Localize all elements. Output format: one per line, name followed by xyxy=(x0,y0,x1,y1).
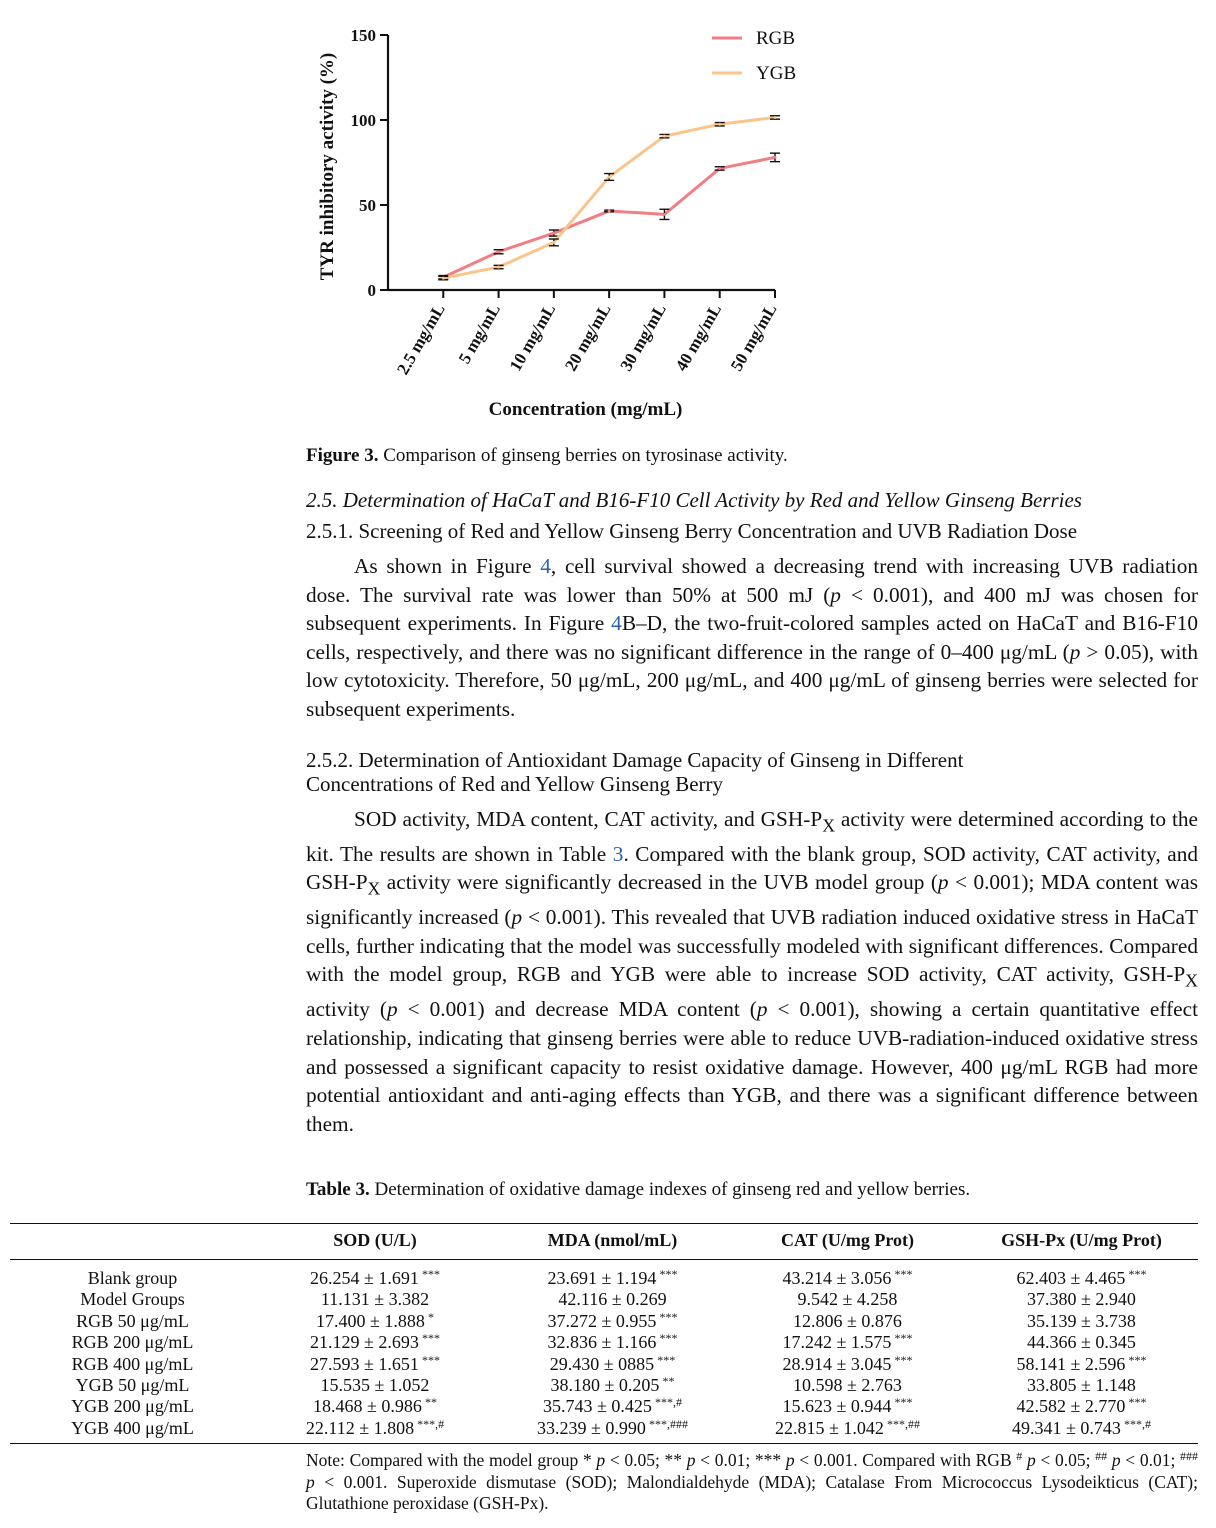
significance-mark: *** xyxy=(891,1331,913,1346)
series-rgb xyxy=(438,153,780,279)
y-tick-label: 0 xyxy=(367,281,376,300)
p-symbol: p xyxy=(306,1471,315,1492)
text-run: activity were significantly decreased in the UVB model group ( xyxy=(380,870,938,895)
tyrosinase-line-chart xyxy=(300,10,860,430)
significance-mark: ***,## xyxy=(883,1416,920,1431)
text-run: < 0.001). This revealed that UVB radiation induced oxidative stress in HaCaT cells, further indicating that the model was successfully modeled with significant differences. Compared with the model group, RGB and YGB were able to increase SOD activity, CAT activity, GSH-P xyxy=(306,905,1199,987)
table-caption-text: Determination of oxidative damage indexes of ginseng red and yellow berries. xyxy=(369,1179,971,1200)
hash-mark: # xyxy=(1016,1449,1023,1463)
p-symbol: p xyxy=(937,870,949,895)
value-text: 44.366 ± 0.345 xyxy=(1027,1332,1136,1353)
text-run: activity were determined according to the kit. The results are shown in Table xyxy=(306,807,1198,866)
significance-mark: ***,# xyxy=(414,1416,445,1431)
value-text: 26.254 ± 1.691 xyxy=(310,1268,419,1288)
significance-mark: *** xyxy=(891,1395,913,1410)
chart-legend xyxy=(712,28,796,84)
group-cell: RGB 400 μg/mL xyxy=(71,1353,194,1374)
value-text: 58.141 ± 2.596 xyxy=(1016,1353,1126,1374)
table-caption xyxy=(306,1178,970,1202)
table-row xyxy=(10,1311,1198,1332)
value-cell xyxy=(730,1332,965,1353)
value-cell xyxy=(255,1375,495,1396)
value-text: 38.180 ± 0.205 xyxy=(550,1375,660,1396)
value-cell xyxy=(730,1396,965,1417)
figure-4-link[interactable]: 4 xyxy=(611,611,622,636)
table-row xyxy=(10,1418,1198,1444)
significance-mark: *** xyxy=(418,1331,440,1346)
value-cell xyxy=(965,1289,1198,1310)
data-point xyxy=(774,156,777,159)
value-cell xyxy=(255,1354,495,1375)
value-cell xyxy=(255,1311,495,1332)
header-cell: CAT (U/mg Prot) xyxy=(730,1224,965,1260)
value-cell xyxy=(965,1375,1198,1396)
value-text: 35.743 ± 0.425 xyxy=(543,1396,652,1417)
group-cell: RGB 200 μg/mL xyxy=(71,1332,194,1353)
value-cell xyxy=(965,1354,1198,1375)
group-cell: Blank group xyxy=(87,1268,178,1288)
legend-label-rgb: RGB xyxy=(756,28,796,49)
value-cell xyxy=(495,1354,730,1375)
table-row xyxy=(10,1289,1198,1310)
value-cell xyxy=(965,1260,1198,1290)
significance-mark: *** xyxy=(1125,1352,1147,1367)
text-run: > 0.05), with low cytotoxicity. Therefore, 50 μg/mL, 200 μg/mL, and 400 μg/mL of ginseng berries were selected for subsequent experiments. xyxy=(306,639,1198,721)
significance-mark: *** xyxy=(418,1267,440,1281)
group-cell: RGB 50 μg/mL xyxy=(76,1310,189,1331)
figure-caption-label: Figure 3. xyxy=(306,445,379,466)
value-text: 17.242 ± 1.575 xyxy=(782,1332,892,1353)
x-tick-label: 5 mg/mL xyxy=(454,300,505,367)
value-cell xyxy=(255,1289,495,1310)
value-cell xyxy=(730,1289,965,1310)
data-point xyxy=(552,232,555,235)
value-cell xyxy=(255,1260,495,1290)
significance-mark: *** xyxy=(656,1309,678,1324)
header-cell: GSH-Px (U/mg Prot) xyxy=(965,1224,1198,1260)
p-symbol: p xyxy=(785,1450,795,1470)
value-text: 11.131 ± 3.382 xyxy=(320,1289,430,1310)
value-cell xyxy=(730,1418,965,1444)
value-cell xyxy=(730,1260,965,1290)
section-2-5-2-heading-line2: Concentrations of Red and Yellow Ginseng Berry xyxy=(306,772,724,796)
value-text: 43.214 ± 3.056 xyxy=(782,1268,892,1288)
value-text: 22.815 ± 1.042 xyxy=(775,1417,884,1438)
data-point xyxy=(718,123,721,126)
text-run: SOD activity, MDA content, CAT activity, and GSH-P xyxy=(354,807,823,831)
value-cell xyxy=(965,1332,1198,1353)
section-2-5-2-paragraph xyxy=(306,805,1198,1138)
value-cell xyxy=(255,1418,495,1444)
group-cell: YGB 50 μg/mL xyxy=(75,1375,190,1396)
value-text: 62.403 ± 4.465 xyxy=(1016,1268,1126,1288)
significance-mark: ***,### xyxy=(645,1416,688,1431)
text-run: B–D, the two-fruit-colored samples acted on HaCaT and B16-F10 cells, respectively, and there was no significant difference in the range of 0–400 μg/mL ( xyxy=(306,611,1198,664)
data-point xyxy=(718,167,721,170)
table-caption-label: Table 3. xyxy=(306,1179,370,1200)
data-point xyxy=(608,175,611,178)
significance-mark: *** xyxy=(656,1331,678,1346)
value-cell xyxy=(495,1375,730,1396)
table-header-row xyxy=(10,1224,1198,1260)
table-note xyxy=(306,1450,1198,1515)
chart-series-layer xyxy=(438,116,780,280)
text-run: < 0.05; ** xyxy=(605,1450,687,1470)
group-cell: YGB 200 μg/mL xyxy=(71,1396,194,1417)
value-text: 22.112 ± 1.808 xyxy=(305,1417,415,1438)
header-cell xyxy=(10,1224,255,1260)
y-axis-label: TYR inhibitory activity (%) xyxy=(317,52,338,281)
table-3-link[interactable]: 3 xyxy=(612,841,624,866)
value-cell xyxy=(495,1260,730,1290)
text-run: < 0.001. Compared with RGB xyxy=(794,1450,1017,1470)
x-tick-label: 10 mg/mL xyxy=(505,300,560,375)
section-2-5-heading: 2.5. Determination of HaCaT and B16-F10 Cell Activity by Red and Yellow Ginseng Berries xyxy=(306,488,1082,512)
figure-caption xyxy=(306,444,788,468)
value-text: 18.468 ± 0.986 xyxy=(313,1396,422,1417)
text-run: , cell survival showed a decreasing trend with increasing UVB radiation dose. The survival rate was lower than 50% at 500 mJ ( xyxy=(306,554,1198,607)
p-symbol: p xyxy=(830,582,841,607)
p-symbol: p xyxy=(596,1450,606,1470)
data-point xyxy=(663,135,666,138)
value-text: 32.836 ± 1.166 xyxy=(547,1332,657,1353)
value-cell xyxy=(495,1311,730,1332)
table-row xyxy=(10,1332,1198,1353)
group-cell: YGB 400 μg/mL xyxy=(10,1418,255,1444)
oxidative-damage-table xyxy=(10,1223,1198,1444)
y-tick-label: 150 xyxy=(350,26,376,45)
legend-label-ygb: YGB xyxy=(756,63,797,84)
text-run: < 0.001), and 400 mJ was chosen for subsequent experiments. In Figure xyxy=(306,582,1198,636)
value-text: 9.542 ± 4.258 xyxy=(797,1289,898,1310)
section-2-5-1-heading: 2.5.1. Screening of Red and Yellow Ginseng Berry Concentration and UVB Radiation Dose xyxy=(306,519,1078,543)
text-run: Note: Compared with the model group * xyxy=(306,1450,597,1470)
value-text: 23.691 ± 1.194 xyxy=(547,1268,657,1288)
text-run: As shown in Figure xyxy=(354,554,541,578)
text-run: . Compared with the blank group, SOD activity, CAT activity, and GSH-P xyxy=(306,841,1199,895)
value-text: 42.116 ± 0.269 xyxy=(558,1289,667,1310)
section-2-5-1-paragraph xyxy=(306,552,1198,724)
value-text: 35.139 ± 3.738 xyxy=(1027,1310,1136,1331)
value-text: 42.582 ± 2.770 xyxy=(1016,1396,1126,1417)
x-tick-label: 40 mg/mL xyxy=(671,300,726,375)
text-run: < 0.001) and decrease MDA content ( xyxy=(397,997,757,1022)
table-row xyxy=(10,1354,1198,1375)
subscript-x: X xyxy=(822,815,836,836)
value-cell xyxy=(255,1396,495,1417)
significance-mark: ***,# xyxy=(1120,1416,1151,1431)
p-symbol: p xyxy=(756,997,768,1022)
hash-mark: ## xyxy=(1095,1449,1108,1463)
data-point xyxy=(774,116,777,119)
value-cell xyxy=(730,1354,965,1375)
section-2-5-2-heading xyxy=(306,748,963,796)
value-text: 15.623 ± 0.944 xyxy=(782,1396,892,1417)
text-run: < 0.001. Superoxide dismutase (SOD); Malondialdehyde (MDA); Catalase From Micrococcus Lysodeikticus (CAT); Glutathione peroxidase (GSH-Px). xyxy=(306,1471,1198,1513)
p-symbol: p xyxy=(386,997,398,1022)
y-tick-label: 100 xyxy=(350,111,376,130)
text-run: < 0.01; *** xyxy=(695,1450,786,1470)
figure-caption-text: Comparison of ginseng berries on tyrosinase activity. xyxy=(378,445,788,466)
significance-mark: *** xyxy=(1125,1395,1147,1410)
p-symbol: p xyxy=(511,905,523,930)
subscript-x: X xyxy=(367,878,381,899)
text-run: activity ( xyxy=(306,997,387,1022)
text-run: < 0.001), showing a certain quantitative effect relationship, indicating that ginseng berries were able to reduce UVB-radiation-induced oxidative stress and possessed a significant capacity to resist oxidative damage. However, 400 μg/mL RGB had more potential antioxidant and anti-aging effects than YGB, and there was a significant difference between them. xyxy=(306,997,1198,1136)
significance-mark: *** xyxy=(654,1352,676,1367)
text-run: < 0.05; xyxy=(1035,1450,1096,1470)
value-text: 28.914 ± 3.045 xyxy=(782,1353,892,1374)
value-cell xyxy=(965,1396,1198,1417)
value-text: 37.272 ± 0.955 xyxy=(547,1310,657,1331)
x-tick-label: 30 mg/mL xyxy=(616,300,670,375)
data-point xyxy=(663,213,666,216)
header-cell: SOD (U/L) xyxy=(255,1224,495,1260)
significance-mark: ***,# xyxy=(651,1395,682,1410)
value-text: 37.380 ± 2.940 xyxy=(1027,1289,1136,1310)
significance-mark: *** xyxy=(1125,1267,1147,1281)
text-run: < 0.001); MDA content was significantly increased ( xyxy=(306,870,1199,930)
significance-mark: *** xyxy=(656,1267,678,1281)
significance-mark: *** xyxy=(891,1267,913,1281)
value-text: 15.535 ± 1.052 xyxy=(320,1375,430,1396)
x-tick-label: 2.5 mg/mL xyxy=(393,300,449,378)
x-tick-label: 50 mg/mL xyxy=(726,300,781,375)
value-cell xyxy=(495,1418,730,1444)
data-point xyxy=(497,266,500,269)
p-symbol: p xyxy=(1026,1450,1036,1470)
p-symbol: p xyxy=(1069,639,1081,664)
value-text: 33.805 ± 1.148 xyxy=(1027,1375,1136,1396)
chart-axes xyxy=(317,26,780,420)
x-axis-label: Concentration (mg/mL) xyxy=(488,399,683,420)
value-cell xyxy=(495,1332,730,1353)
group-cell: Model Groups xyxy=(80,1289,185,1310)
data-point xyxy=(497,250,500,253)
value-text: 33.239 ± 0.990 xyxy=(537,1417,646,1438)
significance-mark: * xyxy=(424,1309,434,1324)
value-cell xyxy=(965,1311,1198,1332)
significance-mark: ** xyxy=(421,1395,437,1410)
x-tick-label: 20 mg/mL xyxy=(561,300,615,375)
value-cell xyxy=(730,1311,965,1332)
table-row xyxy=(10,1396,1198,1417)
figure-4-link[interactable]: 4 xyxy=(540,554,551,578)
hash-mark: ### xyxy=(1180,1449,1199,1463)
value-text: 17.400 ± 1.888 xyxy=(316,1310,425,1331)
value-cell xyxy=(495,1289,730,1310)
header-cell: MDA (nmol/mL) xyxy=(495,1224,730,1260)
p-symbol: p xyxy=(1111,1450,1121,1470)
value-text: 29.430 ± 0885 xyxy=(549,1353,655,1374)
section-2-5-2-heading-line1: 2.5.2. Determination of Antioxidant Damage Capacity of Ginseng in Different xyxy=(306,748,964,772)
data-point xyxy=(552,241,555,244)
y-tick-label: 50 xyxy=(359,196,376,215)
value-cell xyxy=(495,1396,730,1417)
table-row xyxy=(10,1260,1198,1290)
data-point xyxy=(608,209,611,212)
subscript-x: X xyxy=(1185,970,1198,991)
value-cell xyxy=(730,1375,965,1396)
text-run: < 0.01; xyxy=(1120,1450,1181,1470)
significance-mark: *** xyxy=(891,1352,913,1367)
data-point xyxy=(442,277,445,280)
value-text: 12.806 ± 0.876 xyxy=(793,1310,902,1331)
value-text: 27.593 ± 1.651 xyxy=(310,1353,419,1374)
significance-mark: *** xyxy=(418,1352,440,1367)
value-cell xyxy=(255,1332,495,1353)
value-text: 49.341 ± 0.743 xyxy=(1012,1417,1121,1438)
value-text: 10.598 ± 2.763 xyxy=(793,1375,902,1396)
p-symbol: p xyxy=(686,1450,696,1470)
significance-mark: ** xyxy=(659,1374,675,1389)
value-cell xyxy=(965,1418,1198,1444)
table-body xyxy=(10,1260,1198,1444)
table-row xyxy=(10,1375,1198,1396)
value-text: 21.129 ± 2.693 xyxy=(310,1332,419,1353)
